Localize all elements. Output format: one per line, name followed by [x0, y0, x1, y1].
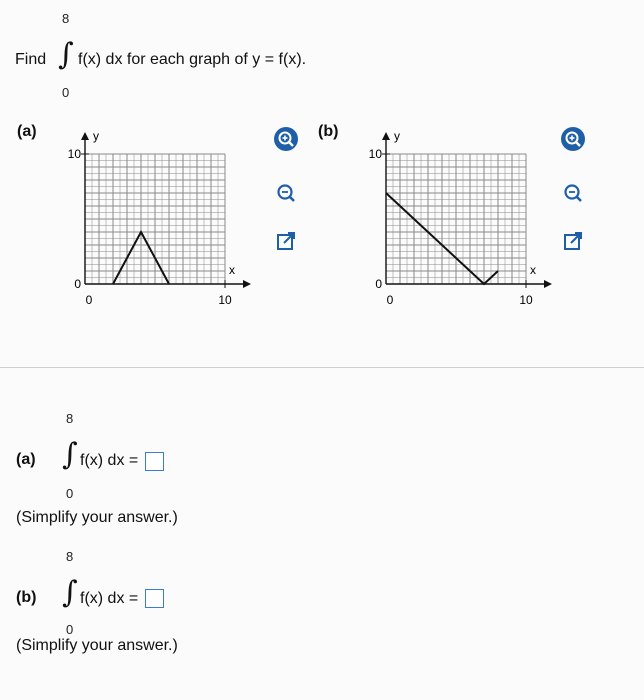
- x-tick-label-left: 0: [386, 293, 394, 307]
- zoom-in-icon[interactable]: [560, 126, 586, 152]
- answer-a-lower: 0: [66, 486, 74, 501]
- x-axis-arrow: [243, 280, 251, 288]
- zoom-out-icon[interactable]: [273, 180, 299, 206]
- answer-b-label: (b): [16, 589, 37, 606]
- external-link-icon[interactable]: [560, 228, 586, 254]
- answer-a-label: (a): [16, 451, 36, 468]
- graph-a: [55, 120, 265, 320]
- y-tick-label-bottom: 0: [375, 277, 382, 291]
- y-tick-label-top: 10: [67, 147, 81, 161]
- integral-sign-icon: ∫: [62, 575, 78, 610]
- y-tick-label-top: 10: [368, 147, 382, 161]
- answer-a-input[interactable]: [145, 452, 164, 471]
- x-axis-label: x: [530, 263, 536, 277]
- graph-a-label: (a): [17, 123, 37, 140]
- lower-limit: 0: [62, 85, 70, 100]
- question-text: f(x) dx for each graph of y = f(x).: [78, 51, 307, 68]
- y-axis-arrow: [382, 132, 390, 140]
- find-label: Find: [15, 51, 47, 68]
- x-tick-label-right: 10: [218, 293, 232, 307]
- answer-b-upper: 8: [66, 549, 74, 564]
- answer-a-upper: 8: [66, 411, 74, 426]
- integral-sign-icon: ∫: [62, 437, 78, 472]
- answer-b-integrand: f(x) dx =: [80, 590, 139, 607]
- integral-sign-icon: ∫: [58, 37, 74, 72]
- upper-limit: 8: [62, 11, 70, 26]
- graph-b-label: (b): [318, 123, 339, 140]
- external-link-icon[interactable]: [273, 228, 299, 254]
- section-divider: [0, 367, 644, 368]
- y-axis-label: y: [93, 129, 99, 143]
- x-tick-label-left: 0: [85, 293, 93, 307]
- x-axis-arrow: [544, 280, 552, 288]
- zoom-in-icon[interactable]: [273, 126, 299, 152]
- answer-b-hint: (Simplify your answer.): [16, 637, 178, 654]
- graph-b: [356, 120, 566, 320]
- y-axis-label: y: [394, 129, 400, 143]
- answer-a-hint: (Simplify your answer.): [16, 509, 178, 526]
- x-axis-label: x: [229, 263, 235, 277]
- zoom-out-icon[interactable]: [560, 180, 586, 206]
- y-tick-label-bottom: 0: [74, 277, 81, 291]
- answer-a-integrand: f(x) dx =: [80, 452, 139, 469]
- answer-b-input[interactable]: [145, 589, 164, 608]
- x-tick-label-right: 10: [519, 293, 533, 307]
- y-axis-arrow: [81, 132, 89, 140]
- answer-b-lower: 0: [66, 622, 74, 637]
